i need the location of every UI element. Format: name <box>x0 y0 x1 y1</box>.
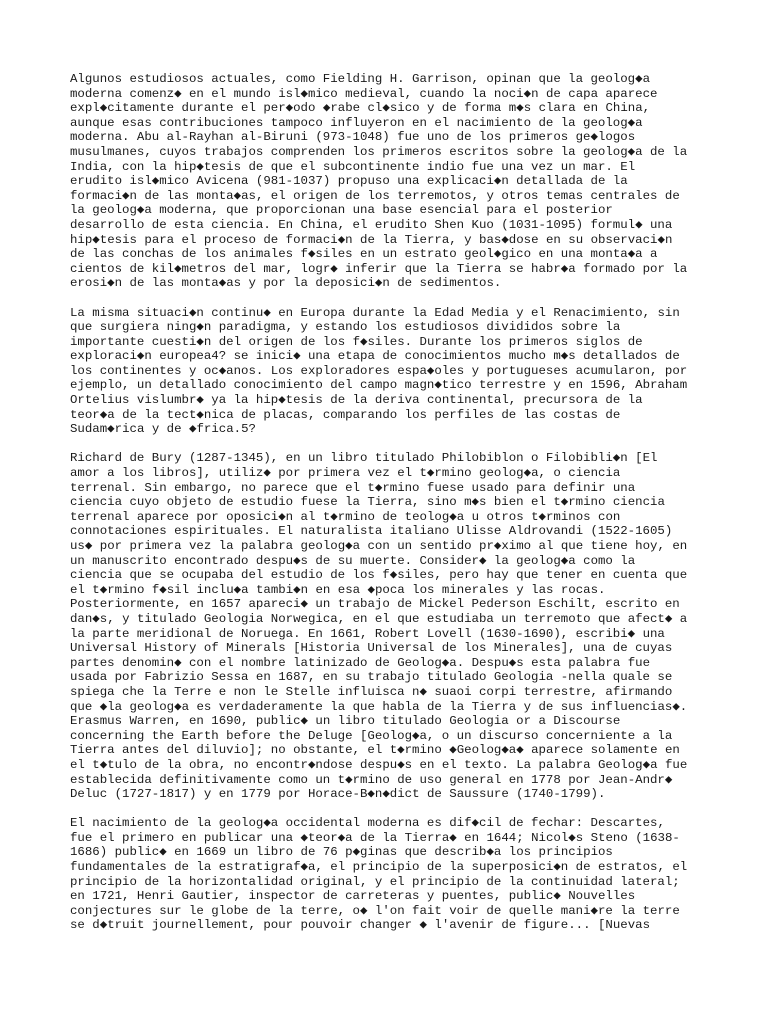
text-line: usada por Fabrizio Sessa en 1687, en su trabajo titulado Geologia -nella quale se <box>70 670 673 685</box>
text-line: erudito isl◆mico Avicena (981-1037) propuso una explicaci◆n detallada de la <box>70 174 628 189</box>
text-line: terrenal. Sin embargo, no parece que el t◆rmino fuese usado para definir una <box>70 480 636 495</box>
text-line: Ortelius vislumbr◆ ya la hip◆tesis de la deriva continental, precursora de la <box>70 393 643 408</box>
text-line: que surgiera ning◆n paradigma, y estando los estudiosos divididos sobre la <box>70 320 621 335</box>
text-line: se d◆truit journellement, pour pouvoir changer ◆ l'avenir de figure... [Nuevas <box>70 918 651 933</box>
document-page <box>70 72 710 948</box>
text-line: que ◆la geolog◆a es verdaderamente la que habla de la Tierra y de sus influencias◆. <box>70 699 688 714</box>
text-line: dan◆s, y titulado Geologia Norwegica, en el que estudiaba un terremoto que afect◆ a <box>70 611 688 626</box>
text-line: 1686) public◆ en 1669 un libro de 76 p◆ginas que describ◆a los principios <box>70 845 613 860</box>
paragraph <box>70 72 710 291</box>
text-line: los continentes y oc◆anos. Los exploradores espa◆oles y portugueses acumularon, por <box>70 363 688 378</box>
text-line: Erasmus Warren, en 1690, public◆ un libro titulado Geologia or a Discourse <box>70 714 621 729</box>
text-line: ciencia cuyo objeto de estudio fuese la Tierra, sino m◆s bien el t◆rmino ciencia <box>70 495 665 510</box>
text-line: el t◆rmino f◆sil inclu◆a tambi◆n en esa ◆poca los minerales y las rocas. <box>70 582 606 597</box>
text-line: Deluc (1727-1817) y en 1779 por Horace-B◆n◆dict de Saussure (1740-1799). <box>70 787 606 802</box>
text-line: la parte meridional de Noruega. En 1661, Robert Lovell (1630-1690), escribi◆ una <box>70 626 665 641</box>
text-line: la geolog◆a moderna, que proporcionan una base esencial para el posterior <box>70 203 613 218</box>
text-line: fue el primero en publicar una ◆teor◆a de la Tierra◆ en 1644; Nicol◆s Steno (1638- <box>70 830 680 845</box>
text-line: ejemplo, un detallado conocimiento del campo magn◆tico terrestre y en 1596, Abraham <box>70 378 688 393</box>
text-line: fundamentales de la estratigraf◆a, el principio de la superposici◆n de estratos, el <box>70 860 688 875</box>
text-line: partes denomin◆ con el nombre latinizado de Geolog◆a. Despu◆s esta palabra fue <box>70 655 651 670</box>
text-line: India, con la hip◆tesis de que el subcontinente indio fue una vez un mar. El <box>70 159 636 174</box>
document-body <box>70 72 710 933</box>
text-line: connotaciones espirituales. El naturalista italiano Ulisse Aldrovandi (1522-1605) <box>70 524 673 539</box>
text-line: establecida definitivamente como un t◆rmino de uso general en 1778 por Jean-Andr◆ <box>70 772 673 787</box>
text-line: Posteriormente, en 1657 apareci◆ un trabajo de Mickel Pederson Eschilt, escrito en <box>70 597 680 612</box>
text-line: terrenal aparece por oposici◆n al t◆rmino de teolog◆a u otros t◆rminos con <box>70 509 621 524</box>
text-line: hip◆tesis para el proceso de formaci◆n de la Tierra, y bas◆dose en su observaci◆n <box>70 232 673 247</box>
text-line: Sudam◆rica y de ◆frica.5? <box>70 422 256 437</box>
text-line: formaci◆n de las monta◆as, el origen de los terremotos, y otros temas centrales de <box>70 188 680 203</box>
text-line: desarrollo de esta ciencia. En China, el erudito Shen Kuo (1031-1095) formul◆ una <box>70 217 673 232</box>
paragraph <box>70 306 710 437</box>
text-line: principio de la horizontalidad original, y el principio de la continuidad lateral; <box>70 874 680 889</box>
text-line: Richard de Bury (1287-1345), en un libro titulado Philobiblon o Filobibli◆n [El <box>70 451 658 466</box>
text-line: El nacimiento de la geolog◆a occidental moderna es dif◆cil de fechar: Descartes, <box>70 816 665 831</box>
text-line: Algunos estudiosos actuales, como Fielding H. Garrison, opinan que la geolog◆a <box>70 72 651 86</box>
text-line: musulmanes, cuyos trabajos comprenden los primeros escritos sobre la geolog◆a de la <box>70 144 688 159</box>
text-line: expl◆citamente durante el per◆odo ◆rabe cl◆sico y de forma m◆s clara en China, <box>70 101 651 116</box>
text-line: Universal History of Minerals [Historia Universal de los Minerales], una de cuyas <box>70 641 673 656</box>
text-line: exploraci◆n europea4? se inici◆ una etapa de conocimientos mucho m◆s detallados de <box>70 349 680 364</box>
text-line: un manuscrito encontrado despu◆s de su muerte. Consider◆ la geolog◆a como la <box>70 553 636 568</box>
text-line: importante cuesti◆n del origen de los f◆siles. Durante los primeros siglos de <box>70 334 643 349</box>
text-line: el t◆tulo de la obra, no encontr◆ndose despu◆s en el texto. La palabra Geolog◆a fue <box>70 757 688 772</box>
text-line: teor◆a de la tect◆nica de placas, comparando los perfiles de las costas de <box>70 407 621 422</box>
text-line: erosi◆n de las monta◆as y por la deposici◆n de sedimentos. <box>70 276 502 291</box>
text-line: cientos de kil◆metros del mar, logr◆ inferir que la Tierra se habr◆a formado por la <box>70 261 688 276</box>
text-line: de las conchas de los animales f◆siles en un estrato geol◆gico en una monta◆a a <box>70 247 658 262</box>
text-line: aunque esas contribuciones tampoco influyeron en el nacimiento de la geolog◆a <box>70 115 643 130</box>
text-line: us◆ por primera vez la palabra geolog◆a con un sentido pr◆ximo al que tiene hoy, en <box>70 539 688 553</box>
text-line: concerning the Earth before the Deluge [Geolog◆a, o un discurso concerniente a la <box>70 728 673 743</box>
text-line: Tierra antes del diluvio]; no obstante, el t◆rmino ◆Geolog◆a◆ aparece solamente en <box>70 743 680 758</box>
text-line: en 1721, Henri Gautier, inspector de carreteras y puentes, public◆ Nouvelles <box>70 889 636 904</box>
text-line: conjectures sur le globe de la terre, o◆ l'on fait voir de quelle mani◆re la terre <box>70 903 680 918</box>
text-line: La misma situaci◆n continu◆ en Europa durante la Edad Media y el Renacimiento, sin <box>70 305 680 320</box>
paragraph <box>70 451 710 801</box>
text-line: amor a los libros], utiliz◆ por primera vez el t◆rmino geolog◆a, o ciencia <box>70 466 621 481</box>
text-line: moderna. Abu al-Rayhan al-Biruni (973-1048) fue uno de los primeros ge◆logos <box>70 130 636 145</box>
text-line: spiega che la Terre e non le Stelle influisca n◆ suaoi corpi terrestre, afirmando <box>70 684 673 699</box>
text-line: ciencia que se ocupaba del estudio de los f◆siles, pero hay que tener en cuenta que <box>70 568 688 583</box>
paragraph <box>70 816 710 933</box>
text-line: moderna comenz◆ en el mundo isl◆mico medieval, cuando la noci◆n de capa aparece <box>70 86 658 101</box>
